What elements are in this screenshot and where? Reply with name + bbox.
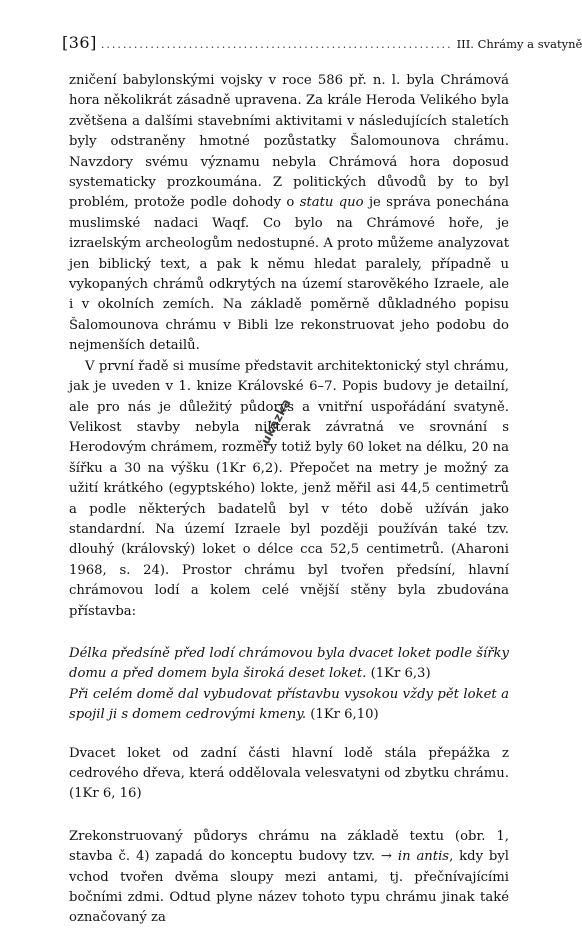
citation: (1Kr 6,10) — [306, 707, 379, 723]
chapter-title: III. Chrámy a svatyně — [456, 37, 582, 51]
watermark-stamp: ukázka — [258, 396, 294, 447]
paragraph-2: V první řadě si musíme představit architektonický styl chrámu, jak je uveden v 1. knize Královské 6–7. Popis budovy je detailní, ale pro nás je důležitý půdorys a vnitřní uspořádání svatyně. Velikost stavby nebyla nikterak závratná ve srovnání s Herodovým chrámem, rozměry totiž byly 60 loket na délku, 20 na šířku a 30 na výšku (1Kr 6,2). Přepočet na metry je možný za užití krátkého (egyptského) lokte, jenž měřil asi 44,5 centimetrů a podle některých badatelů byl v této době užíván jako standardní. Na území Izraele byl později používán také tzv. dlouhý (královský) loket o délce cca 52,5 centimetrů. (Aharoni 1968, s. 24). Prostor chrámu byl tvořen předsíní, hlavní chrámovou lodí a kolem celé vnější stěny byla zbudována přístavba: — [69, 358, 509, 619]
page-number: [36] — [62, 33, 97, 52]
body-text — [69, 71, 509, 929]
italic-term: in antis — [397, 849, 450, 865]
quotation-1: Délka předsíně před lodí chrámovou byla dvacet loket podle šířky domu a před domem byla široká deset loket. (1Kr 6,3) — [69, 645, 509, 682]
quotation-2: Při celém domě dal vybudovat přístavbu vysokou vždy pět loket a spojil ji s domem cedrovými kmeny. (1Kr 6,10) — [69, 686, 509, 723]
paragraph-4: Zrekonstruovaný půdorys chrámu na základě textu (obr. 1, stavba č. 4) zapadá do konceptu budovy tzv. → in antis, kdy byl vchod tvořen dvěma sloupy mezi antami, tj. přečnívajícími bočními zdmi. Odtud plyne název tohoto typu chrámu jinak také označovaný za — [69, 828, 510, 926]
paragraph-3: Dvacet loket od zadní části hlavní lodě stála přepážka z cedrového dřeva, která oddělovala velesvatyni od zbytku chrámu. (1Kr 6, 16) — [69, 745, 509, 802]
running-header — [62, 33, 582, 52]
paragraph-1: zničení babylonskými vojsky v roce 586 př. n. l. byla Chrámová hora několikrát zásadně upravena. Za krále Heroda Velikého byla zvětšena a dalšími stavebními aktivitami v následujících staletích byly odstraněny hmotné pozůstatky Šalomounova chrámu. Navzdory svému významu nebyla Chrámová hora doposud systematicky prozkoumána. Z politických důvodů by to byl problém, protože podle dohody o statu quo je správa ponechána muslimské nadaci Waqf. Co bylo na Chrámové hoře, je izraelským archeologům nedostupné. A proto můžeme analyzovat jen biblický text, a pak k němu hledat paralely, případně u vykopaných chrámů odkrytých na území starověkého Izraele, ale i v okolních zemích. Na základě poměrně důkladného popisu Šalomounova chrámu v Bibli lze rekonstruovat jeho podobu do nejmenších detailů. — [69, 73, 509, 354]
italic-term: statu quo — [299, 195, 364, 211]
dot-leader: ................................................................ — [100, 38, 453, 51]
citation: (1Kr 6,3) — [366, 666, 431, 682]
